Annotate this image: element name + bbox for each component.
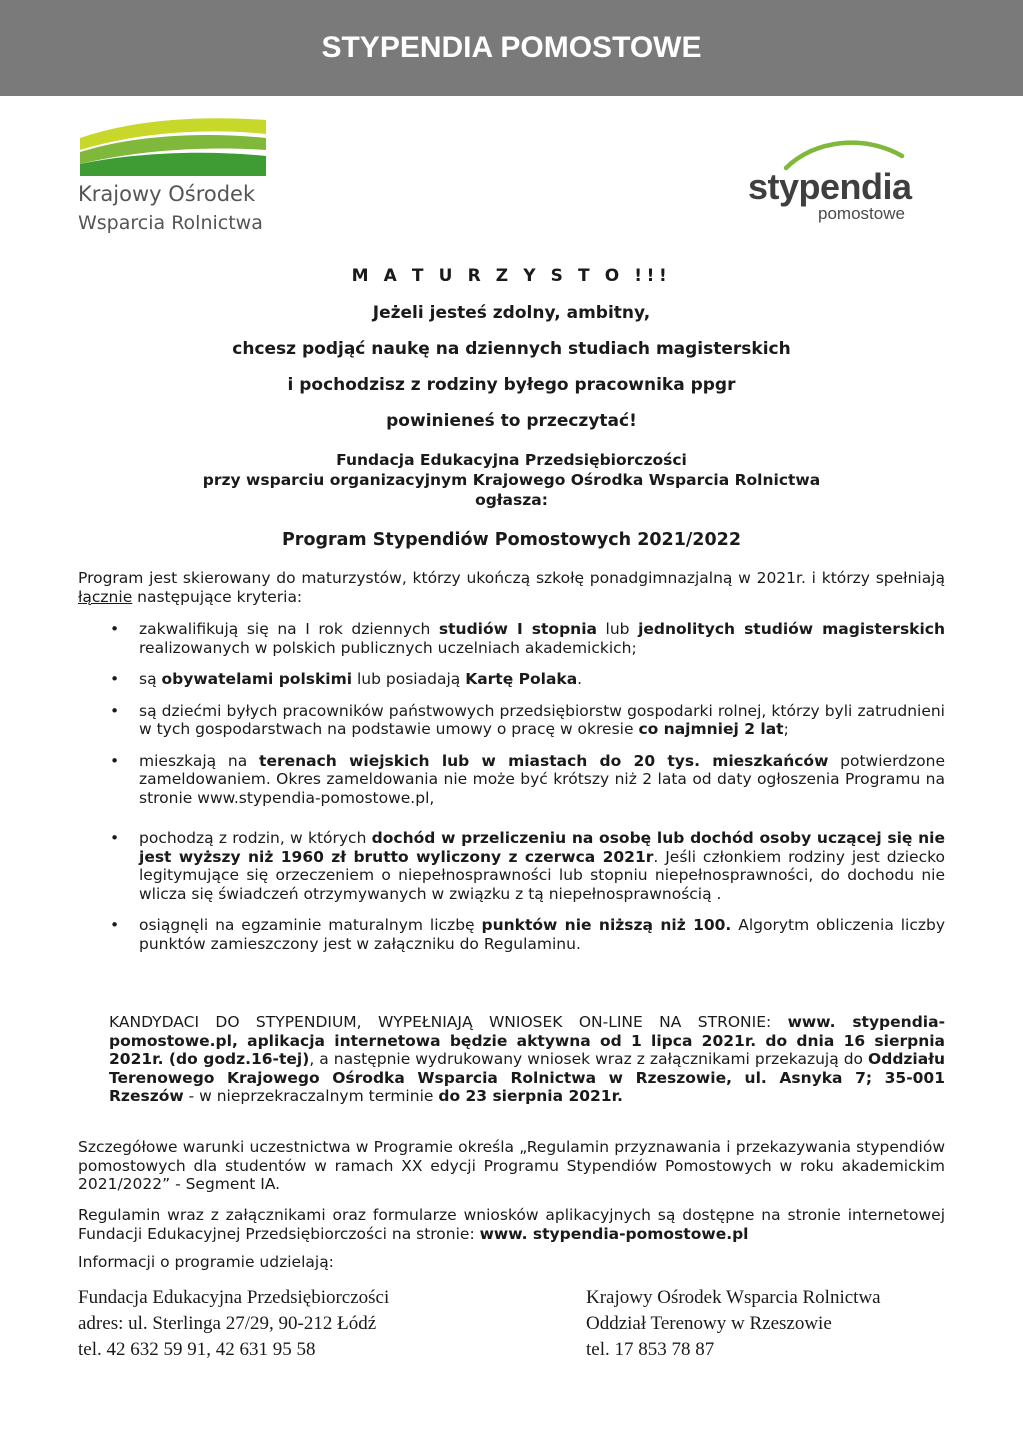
criteria-bold: punktów nie niższą niż 100. (481, 916, 732, 934)
criteria-text: . (577, 670, 583, 688)
kowr-logo-waves-icon (78, 116, 268, 178)
program-title: Program Stypendiów Pomostowych 2021/2022 (281, 530, 742, 550)
criteria-text: mieszkają na (139, 751, 260, 770)
bullet-icon: • (110, 829, 120, 847)
candidates-text: , a następnie wydrukowany wniosek wraz z załącznikami przekazują do (309, 1050, 869, 1068)
criteria-text: pochodzą z rodzin, w których (139, 829, 372, 847)
candidates-bold: www. stypendia-pomostowe.pl, aplikacja internetowa będzie aktywna od 1 lipca 2021r. do dnia 16 sierpnia 2021r. (do godz.16-tej) (109, 1013, 945, 1068)
headline-line3: i pochodzisz z rodziny byłego pracownika ppgr (287, 375, 736, 395)
criteria-item (78, 829, 945, 903)
criteria-item (78, 752, 945, 808)
criteria-item (78, 702, 945, 739)
organizer-line3: ogłasza: (475, 491, 548, 509)
bullet-icon: • (110, 670, 120, 688)
criteria-text: ; (783, 720, 789, 738)
stypendia-logo-word: stypendia (748, 166, 912, 207)
regulations-text: Regulamin wraz z załącznikami oraz formularze wniosków aplikacyjnych są dostępne na stronie internetowej Fundacji Edukacyjnej Przedsiębiorczości na stronie: (78, 1206, 945, 1243)
details-paragraph: Szczegółowe warunki uczestnictwa w Programie określa „Regulamin przyznawania i przekazywania stypendiów pomostowych dla studentów w ramach XX edycji Programu Stypendiów Pomostowych w roku akademickim 2021/2022” - Segment IA. (78, 1138, 945, 1193)
regulations-link: www. stypendia-pomostowe.pl (479, 1224, 749, 1243)
criteria-text: są (139, 670, 162, 688)
bullet-icon: • (110, 701, 120, 720)
info-label: Informacji o programie udzielają: (78, 1253, 334, 1271)
candidates-bold: Oddziału Terenowego Krajowego Ośrodka Wsparcia Rolnictwa w Rzeszowie, ul. Asnyka 7; 35-001 Rzeszów (109, 1050, 945, 1105)
criteria-bold: co najmniej 2 lat (638, 720, 784, 738)
organizer-block (78, 450, 945, 510)
bullet-icon: • (110, 620, 120, 638)
criteria-text: są dziećmi byłych pracowników państwowych przedsiębiorstw gospodarki rolnej, którzy byli zatrudnieni w tych gospodarstwach na podstawie umowy o pracę w okresie (139, 701, 945, 738)
candidates-paragraph (109, 1013, 945, 1106)
contact-foundation-address: adres: ul. Sterlinga 27/29, 90-212 Łódź (78, 1313, 377, 1334)
intro-underlined: łącznie (78, 587, 133, 606)
stypendia-logo-sub: pomostowe (818, 204, 905, 223)
bullet-icon: • (110, 751, 120, 770)
headline-maturzysto: M A T U R Z Y S T O !!! (351, 266, 672, 286)
criteria-text: realizowanych w polskich publicznych uczelniach akademickich; (139, 638, 637, 657)
criteria-text: Algorytm obliczenia liczby punktów zamieszczony jest w załączniku do Regulaminu. (139, 916, 946, 953)
intro-text-2: następujące kryteria: (132, 587, 303, 606)
intro-text-1: Program jest skierowany do maturzystów, którzy ukończą szkołę ponadgimnazjalną w 2021r. i którzy spełniają (78, 569, 945, 587)
contact-kowr (586, 1285, 881, 1363)
headline-line2: chcesz podjąć naukę na dziennych studiach magisterskich (232, 339, 791, 359)
bullet-icon: • (110, 916, 120, 934)
headline-line1: Jeżeli jesteś zdolny, ambitny, (372, 303, 651, 323)
regulations-paragraph (78, 1206, 945, 1243)
organizer-line1: Fundacja Edukacyjna Przedsiębiorczości (336, 451, 687, 469)
criteria-text: lub (596, 620, 639, 638)
headline-line4: powinieneś to przeczytać! (386, 411, 637, 431)
stypendia-logo (744, 134, 934, 229)
contact-kowr-phone: tel. 17 853 78 87 (586, 1339, 715, 1360)
criteria-item (78, 916, 945, 953)
contact-foundation (78, 1285, 389, 1363)
contact-kowr-name: Krajowy Ośrodek Wsparcia Rolnictwa (586, 1287, 881, 1308)
header-banner (0, 0, 1023, 96)
candidates-text: KANDYDACI DO STYPENDIUM, WYPEŁNIAJĄ WNIOSEK ON-LINE NA STRONIE: (109, 1013, 788, 1031)
intro-paragraph (78, 569, 945, 606)
criteria-bold: studiów I stopnia (438, 620, 597, 638)
criteria-bold: jednolitych studiów magisterskich (638, 620, 946, 638)
criteria-bold: obywatelami polskimi (161, 670, 353, 688)
criteria-bold: terenach wiejskich lub w miastach do 20 tys. mieszkańców (259, 751, 829, 770)
criteria-bold: Kartę Polaka (465, 670, 578, 688)
banner-title: STYPENDIA POMOSTOWE (321, 31, 702, 64)
criteria-list (78, 620, 945, 953)
criteria-text: osiągnęli na egzaminie maturalnym liczbę (139, 916, 482, 934)
contact-kowr-branch: Oddział Terenowy w Rzeszowie (586, 1313, 832, 1334)
criteria-bold: dochód w przeliczeniu na osobę lub dochód osoby uczącej się nie jest wyższy niż 1960 zł brutto wyliczony z czerwca 2021r (139, 829, 945, 866)
criteria-text: zakwalifikują się na I rok dziennych (139, 620, 439, 638)
criteria-text: potwierdzone zameldowaniem. Okres zameldowania nie może być krótszy niż 2 lata od daty ogłoszenia Programu na stronie www.stypendia-pomostowe.pl, (139, 751, 945, 807)
criteria-item (78, 670, 945, 689)
candidates-bold: do 23 sierpnia 2021r. (438, 1087, 623, 1105)
kowr-logo-line1: Krajowy Ośrodek (78, 182, 256, 206)
contact-foundation-phone: tel. 42 632 59 91, 42 631 95 58 (78, 1339, 316, 1360)
candidates-text: - w nieprzekraczalnym terminie (183, 1087, 439, 1105)
criteria-item (78, 620, 945, 657)
criteria-text: . Jeśli członkiem rodziny jest dziecko legitymujące się orzeczeniem o niepełnosprawności lub stopniu niepełnosprawności, do dochodu nie wlicza się świadczeń otrzymywanych w związku z tą niepełnosprawnością . (139, 847, 945, 903)
contact-foundation-name: Fundacja Edukacyjna Przedsiębiorczości (78, 1287, 390, 1308)
criteria-text: lub posiadają (352, 670, 466, 688)
organizer-line2: przy wsparciu organizacyjnym Krajowego Ośrodka Wsparcia Rolnictwa (202, 471, 821, 489)
kowr-logo-line2: Wsparcia Rolnictwa (78, 212, 263, 234)
kowr-logo (78, 116, 278, 241)
